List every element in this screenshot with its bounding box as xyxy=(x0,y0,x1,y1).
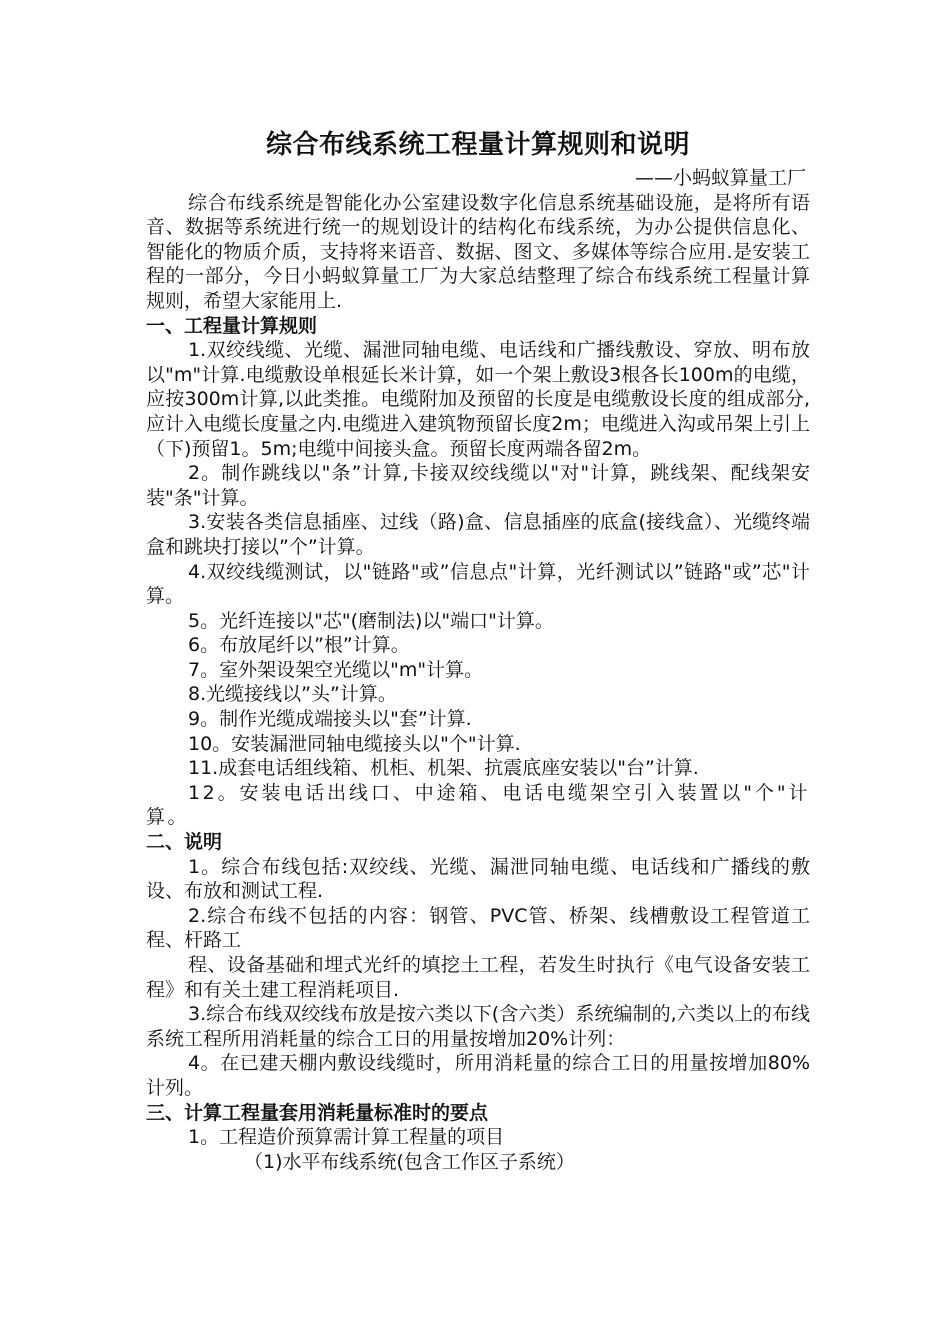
note-item: 4。在已建天棚内敷设线缆时，所用消耗量的综合工日的用量按增加80%计列。 xyxy=(146,1052,810,1099)
key-point-subitem: （1)水平布线系统(包含工作区子系统） xyxy=(244,1150,575,1173)
note-item: 1。综合布线包括:双绞线、光缆、漏泄同轴电缆、电话线和广播线的敷设、布放和测试工程. xyxy=(146,855,810,903)
rule-item: 11.成套电话组线箱、机柜、机架、抗震底座安装以"台”计算. xyxy=(188,757,699,780)
intro-paragraph: 综合布线系统是智能化办公室建设数字化信息系统基础设施，是将所有语音、数据等系统进行统一的规划设计的结构化布线系统，为办公提供信息化、智能化的物质介质，支持将来语音、数据、图文、多媒体等综合应用.是安装工程的一部分，今日小蚂蚁算量工厂为大家总结整理了综合布线系统工程量计算规则，希望大家能用上. xyxy=(146,191,810,312)
rule-item: 4.双绞线缆测试，以"链路"或”信息点"计算，光纤测试以”链路"或”芯"计算。 xyxy=(146,560,810,608)
rule-item: 5。光纤连接以"芯"(磨制法)以"端口"计算。 xyxy=(188,609,554,632)
rule-item: 6。布放尾纤以”根”计算。 xyxy=(188,634,410,657)
section-heading-rules: 一、工程量计算规则 xyxy=(146,314,318,337)
rule-item: 8.光缆接线以”头”计算。 xyxy=(188,683,397,706)
rule-item: 10。安装漏泄同轴电缆接头以"个"计算. xyxy=(188,732,521,755)
rule-item: 7。室外架设架空光缆以"m"计算。 xyxy=(188,658,484,681)
rule-item: 1.双绞线缆、光缆、漏泄同轴电缆、电话线和广播线敷设、穿放、明布放以"m"计算.电缆敷设单根延长米计算，如一个架上敷设3根各长100m的电缆，应按300m计算,以此类推。电缆附加及预留的长度是电缆敷设长度的组成部分,应计入电缆长度量之内.电缆进入建筑物预留长度2m；电缆进入沟或吊架上引上（下)预留1。5m;电缆中间接头盒。预留长度两端各留2m。 xyxy=(146,339,810,460)
rule-item: 3.安装各类信息插座、过线（路)盒、信息插座的底盒(接线盒）、光缆终端盒和跳块打接以”个”计算。 xyxy=(146,511,810,558)
document-title: 综合布线系统工程量计算规则和说明 xyxy=(265,130,690,160)
rule-item: 9。制作光缆成端接头以"套”计算. xyxy=(188,708,472,731)
note-item: 3.综合布线双绞线布放是按六类以下(含六类）系统编制的,六类以上的布线系统工程所用消耗量的综合工日的用量按增加20%计列： xyxy=(146,1003,810,1050)
key-point-item: 1。工程造价预算需计算工程量的项目 xyxy=(188,1126,505,1149)
section-heading-key-points: 三、计算工程量套用消耗量标准时的要点 xyxy=(146,1101,489,1124)
section-heading-notes: 二、说明 xyxy=(146,831,223,854)
note-item: 2.综合布线不包括的内容：钢管、PVC管、桥架、线槽敷设工程管道工程、杆路工 xyxy=(146,904,810,952)
document-page xyxy=(146,128,810,1174)
note-item: 程、设备基础和埋式光纤的填挖土工程，若发生时执行《电气设备安装工程》和有关土建工程消耗项目. xyxy=(146,954,810,1001)
rule-item: 12。安装电话出线口、中途箱、电话电缆架空引入装置以"个"计算。 xyxy=(146,781,810,829)
document-byline: ——小蚂蚁算量工厂 xyxy=(634,167,806,189)
rule-item: 2。制作跳线以"条”计算,卡接双绞线缆以"对"计算，跳线架、配线架安装"条"计算。 xyxy=(146,462,810,509)
